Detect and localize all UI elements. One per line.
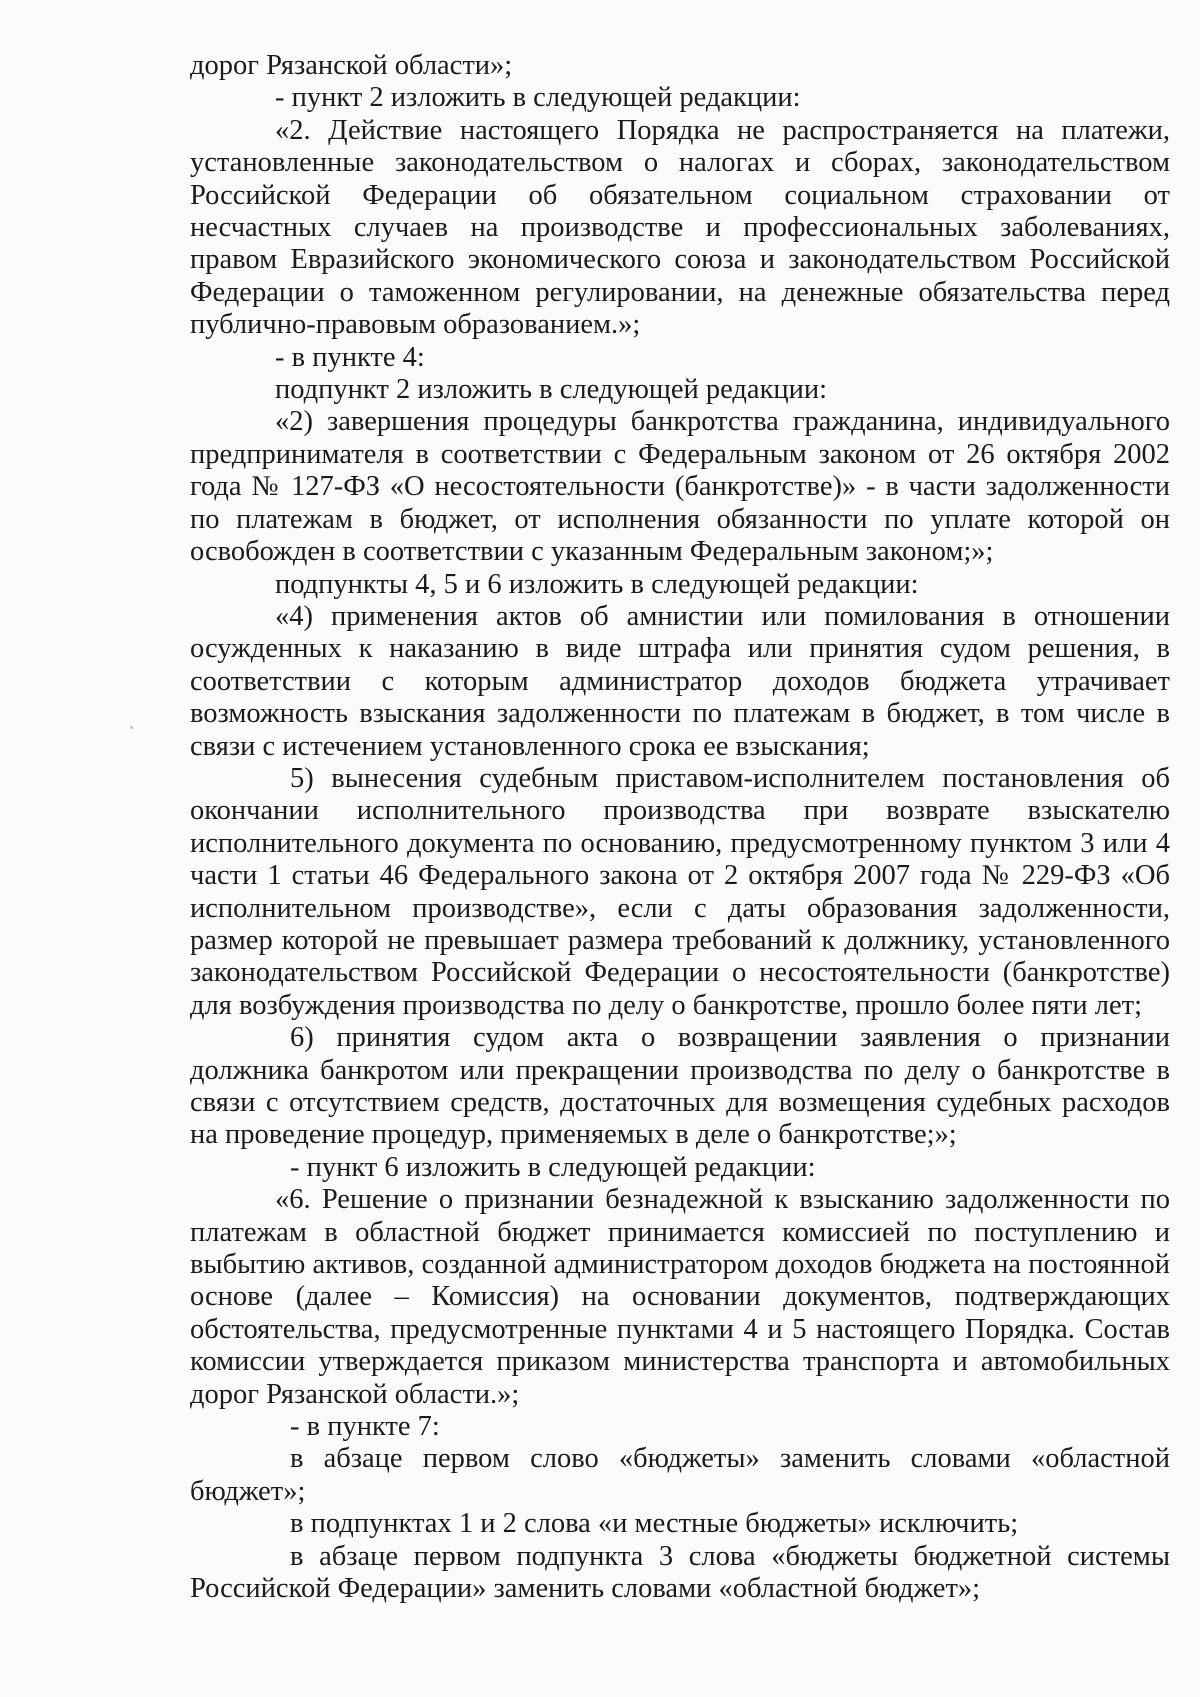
paragraph-item-6-heading: - пункт 6 изложить в следующей редакции:	[290, 1151, 816, 1183]
paragraph-item-6-text: «6. Решение о признании безнадежной к взысканию задолженности по платежам в областной бюджет принимается комиссией по поступлению и выбытию активов, созданной администратором доходов бюджета на постоянной основе (далее – Комиссия) на основании документов, подтверждающих обстоятельства, предусмотренные пунктами 4 и 5 настоящего Порядка. Состав комиссии утверждается приказом министерства транспорта и автомобильных дорог Рязанской области.»;	[190, 1184, 1170, 1410]
paragraph-item-4-heading: - в пункте 4:	[275, 341, 425, 373]
scan-speck	[130, 726, 133, 729]
document-body	[190, 50, 1170, 1606]
paragraph-subitem-2-text: «2) завершения процедуры банкротства гражданина, индивидуального предпринимателя в соответствии с Федеральным законом от 26 октября 2002 года № 127-ФЗ «О несостоятельности (банкротстве)» - в части задолженности по платежам в бюджет, от исполнения обязанности по уплате которой он освобожден в соответствии с указанным Федеральным законом;»;	[190, 406, 1170, 568]
paragraph-subitem-4-text: «4) применения актов об амнистии или помилования в отношении осужденных к наказанию в виде штрафа или принятия судом решения, в соответствии с которым администратор доходов бюджета утрачивает возможность взыскания задолженности по платежам в бюджет, в том числе в связи с истечением установленного срока ее взыскания;	[190, 600, 1170, 762]
paragraph-subitems-4-6-heading: подпункты 4, 5 и 6 изложить в следующей редакции:	[275, 568, 919, 600]
paragraph-item-7-first: в абзаце первом слово «бюджеты» заменить словами «областной бюджет»;	[190, 1443, 1170, 1507]
paragraph-item-7-third: в абзаце первом подпункта 3 слова «бюджеты бюджетной системы Российской Федерации» заменить словами «областной бюджет»;	[190, 1540, 1170, 1605]
paragraph-subitem-5-text: 5) вынесения судебным приставом-исполнителем постановления об окончании исполнительного производства при возврате взыскателю исполнительного документа по основанию, предусмотренному пунктом 3 или 4 части 1 статьи 46 Федерального закона от 2 октября 2007 года № 229-ФЗ «Об исполнительном производстве», если с даты образования задолженности, размер которой не превышает размера требований к должнику, установленного законодательством Российской Федерации о несостоятельности (банкротстве) для возбуждения производства по делу о банкротстве, прошло более пяти лет;	[190, 762, 1170, 1021]
paragraph-item-7-second: в подпунктах 1 и 2 слова «и местные бюджеты» исключить;	[290, 1508, 1019, 1540]
paragraph-item-2-text: «2. Действие настоящего Порядка не распространяется на платежи, установленные законодательством о налогах и сборах, законодательством Российской Федерации об обязательном социальном страховании от несчастных случаев на производстве и профессиональных заболеваниях, правом Евразийского экономического союза и законодательством Российской Федерации о таможенном регулировании, на денежные обязательства перед публично-правовым образованием.»;	[190, 114, 1170, 341]
paragraph-subitem-2-heading: подпункт 2 изложить в следующей редакции:	[275, 374, 828, 406]
paragraph-item-2-heading: - пункт 2 изложить в следующей редакции:	[275, 82, 801, 114]
paragraph-item-7-heading: - в пункте 7:	[290, 1411, 440, 1443]
paragraph-continuation: дорог Рязанской области»;	[190, 50, 513, 81]
paragraph-subitem-6-text: 6) принятия судом акта о возвращении заявления о признании должника банкротом или прекращении производства по делу о банкротстве в связи с отсутствием средств, достаточных для возмещения судебных расходов на проведение процедур, применяемых в деле о банкротстве;»;	[190, 1022, 1170, 1151]
